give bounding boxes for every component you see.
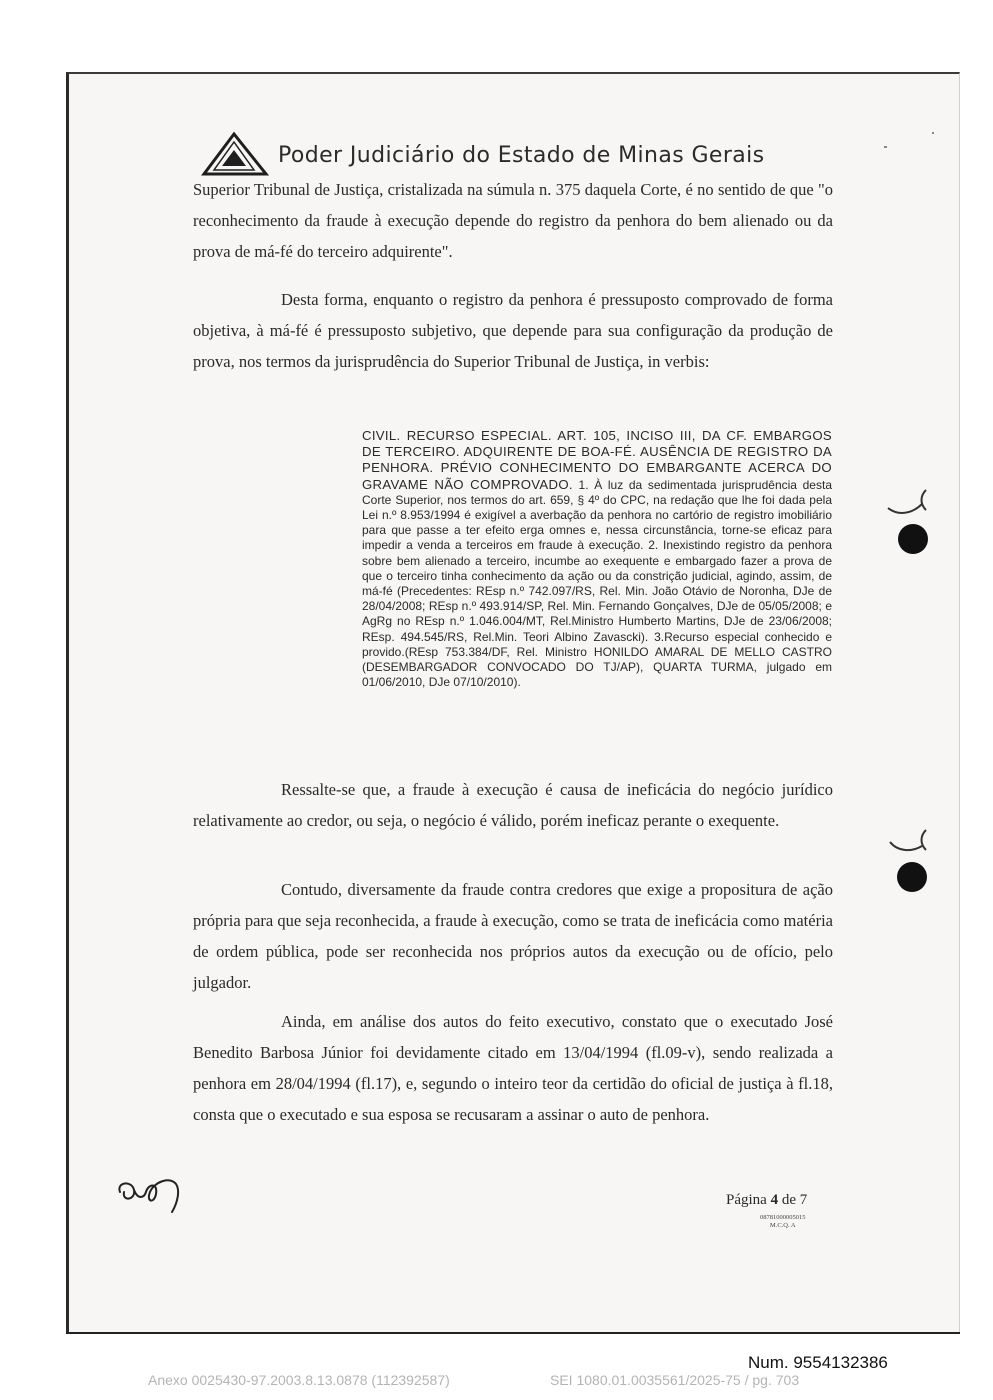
handwritten-initials: [114, 1172, 194, 1218]
scan-speck: [932, 132, 934, 134]
scan-speck: [884, 146, 887, 148]
punch-arc-icon: [886, 488, 934, 518]
page-current: 4: [770, 1192, 779, 1208]
paragraph-sumula: Superior Tribunal de Justiça, cristalizada na súmula n. 375 daquela Corte, é no sentido de que "o reconhecimento da fraude à execução depende do registro da penhora do bem alienado ou da prova de má-fé do terceiro adquirente".: [193, 180, 833, 261]
paragraph-ineficacia: Ressalte-se que, a fraude à execução é causa de ineficácia do negócio jurídico relativamente ao credor, ou seja, o negócio é válido, porém ineficaz perante o exequente.: [193, 780, 833, 830]
paragraph-registro-penhora: Desta forma, enquanto o registro da penhora é pressuposto comprovado de forma objetiva, à má-fé é pressuposto subjetivo, que depende para sua configuração da produção de prova, nos termos da jurisprudência do Superior Tribunal de Justiça, in verbis:: [193, 290, 833, 371]
page-number: [726, 1192, 807, 1209]
quote-heading: CIVIL. RECURSO ESPECIAL. ART. 105, INCISO III, DA CF. EMBARGOS DE TERCEIRO. ADQUIRENTE DE BOA-FÉ. AUSÊNCIA DE REGISTRO DA PENHORA. PRÉVIO CONHECIMENTO DO EMBARGANTE ACERCA DO GRAVAME NÃO COMPROVADO.: [362, 428, 832, 492]
page-prefix: Página: [726, 1192, 771, 1208]
anexo-stamp: Anexo 0025430-97.2003.8.13.0878 (112392587): [148, 1372, 450, 1388]
page-separator: de: [778, 1192, 800, 1208]
punch-hole-icon: [897, 862, 927, 892]
paragraph-analise-autos: Ainda, em análise dos autos do feito executivo, constato que o executado José Benedito Barbosa Júnior foi devidamente citado em 13/04/1994 (fl.09-v), sendo realizada a penhora em 28/04/1994 (fl.17), e, segundo o inteiro teor da certidão do oficial de justiça à fl.18, consta que o executado e sua esposa se recusaram a assinar o auto de penhora.: [193, 1012, 833, 1124]
punch-hole-icon: [898, 524, 928, 554]
document-code: [760, 1214, 806, 1230]
page-bottom-edge: [66, 1332, 960, 1334]
paragraph-fraude-credores: Contudo, diversamente da fraude contra credores que exige a propositura de ação própria para que seja reconhecida, a fraude à execução, como se trata de ineficácia como matéria de ordem pública, pode ser reconhecida nos próprios autos da execução ou de ofício, pelo julgador.: [193, 880, 833, 992]
document-code-number: 08781000005015: [760, 1214, 806, 1221]
triangle-logo-icon: [200, 132, 270, 178]
letterhead-title: Poder Judiciário do Estado de Minas Gerais: [278, 143, 765, 168]
punch-arc-icon: [886, 828, 934, 858]
page-total: 7: [799, 1192, 808, 1208]
num-stamp: Num. 9554132386: [748, 1353, 888, 1372]
jurisprudence-quote: [362, 428, 832, 690]
quote-body: 1. À luz da sedimentada jurisprudência desta Corte Superior, nos termos do art. 659, § 4º do CPC, na redação que lhe foi dada pela Lei n.º 8.953/1994 é exigível a averbação da penhora no cartório de registro imobiliário para que passe a ter efeito erga omnes e, nessa circunstância, torne-se eficaz para impedir a venda a terceiros em fraude à execução. 2. Inexistindo registro da penhora sobre bem alienado a terceiro, incumbe ao exequente e embargado fazer a prova de que o terceiro tinha conhecimento da ação ou da constrição judicial, agindo, assim, de má-fé (Precedentes: REsp n.º 742.097/RS, Rel. Min. João Otávio de Noronha, DJe de 28/04/2008; REsp n.º 493.914/SP, Rel. Min. Fernando Gonçalves, DJe de 05/05/2008; e AgRg no REsp n.º 1.046.004/MT, Rel.Ministro Humberto Martins, DJe de 23/06/2008; REsp. 494.545/RS, Rel.Min. Teori Albino Zavascki). 3.Recurso especial conhecido e provido.(REsp 753.384/DF, Rel. Ministro HONILDO AMARAL DE MELLO CASTRO (DESEMBARGADOR CONVOCADO DO TJ/AP), QUARTA TURMA, julgado em 01/06/2010, DJe 07/10/2010).: [362, 477, 832, 690]
sei-stamp: SEI 1080.01.0035561/2025-75 / pg. 703: [550, 1372, 800, 1388]
document-code-initials: M.C.Q. A: [769, 1222, 796, 1229]
